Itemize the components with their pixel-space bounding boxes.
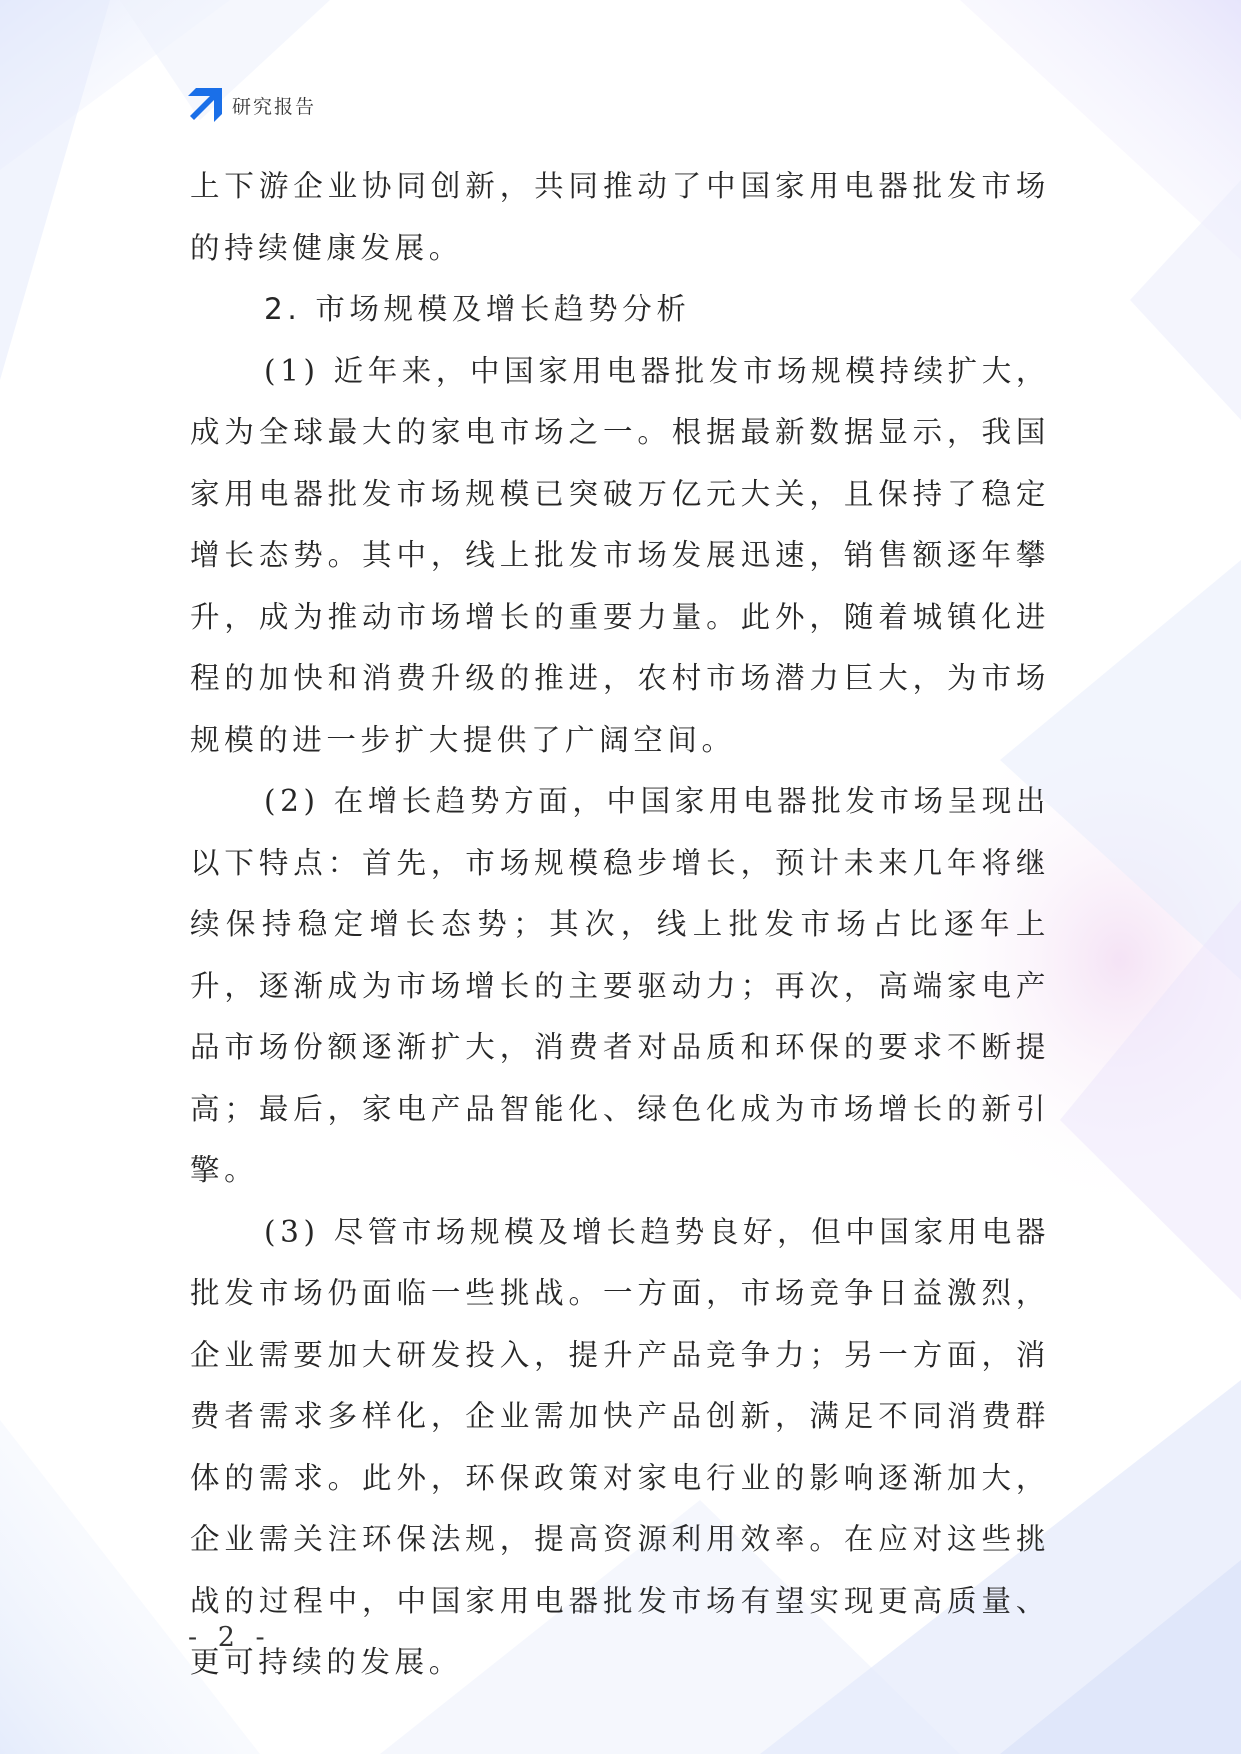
page-number: - 2 -: [188, 1622, 271, 1653]
paragraph-2: (2) 在增长趋势方面，中国家用电器批发市场呈现出以下特点：首先，市场规模稳步增长，预计未来几年将继续保持稳定增长态势；其次，线上批发市场占比逐年上升，逐渐成为市场增长的主要驱动力；再次，高端家电产品市场份额逐渐扩大，消费者对品质和环保的要求不断提高；最后，家电产品智能化、绿色化成为市场增长的新引擎。: [190, 784, 1050, 1187]
paragraph-1: (1) 近年来，中国家用电器批发市场规模持续扩大，成为全球最大的家电市场之一。根据最新数据显示，我国家用电器批发市场规模已突破万亿元大关，且保持了稳定增长态势。其中，线上批发市场发展迅速，销售额逐年攀升，成为推动市场增长的重要力量。此外，随着城镇化进程的加快和消费升级的推进，农村市场潜力巨大，为市场规模的进一步扩大提供了广阔空间。: [190, 353, 1050, 757]
body-content: [190, 156, 1050, 1694]
header-title: 研究报告: [232, 95, 317, 118]
section-heading: 2. 市场规模及增长趋势分析: [264, 292, 691, 326]
arrow-up-right-icon: [188, 88, 222, 122]
paragraph-continued: 上下游企业协同创新，共同推动了中国家用电器批发市场的持续健康发展。: [190, 169, 1050, 265]
page-header: [188, 88, 316, 122]
paragraph-3: (3) 尽管市场规模及增长趋势良好，但中国家用电器批发市场仍面临一些挑战。一方面，市场竞争日益激烈，企业需要加大研发投入，提升产品竞争力；另一方面，消费者需求多样化，企业需加快产品创新，满足不同消费群体的需求。此外，环保政策对家电行业的影响逐渐加大，企业需关注环保法规，提高资源利用效率。在应对这些挑战的过程中，中国家用电器批发市场有望实现更高质量、更可持续的发展。: [190, 1214, 1050, 1679]
